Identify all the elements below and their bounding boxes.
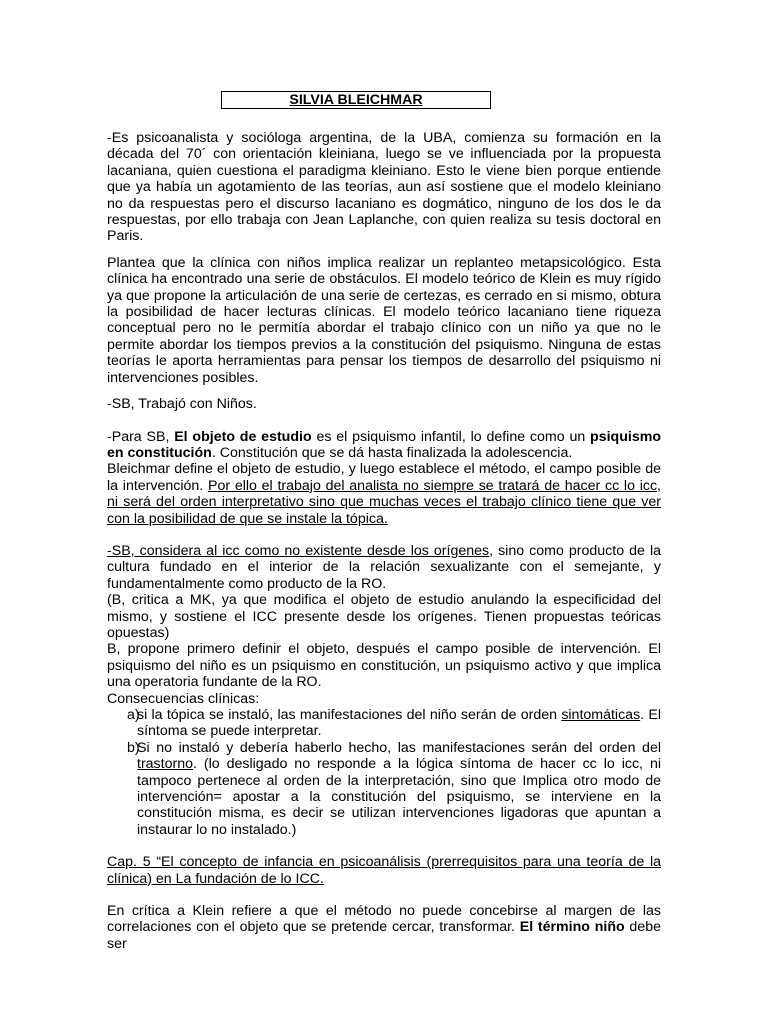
paragraph-ninos: -SB, Trabajó con Niños. [107,396,257,413]
bold-text: psiquismo en constitución [107,428,661,461]
underlined-text: -SB, considera al icc como no existente desde los orígenes [107,542,490,559]
text-run: . El síntoma se puede interpretar. [137,707,661,740]
text-run: si la tópica se instaló, las manifestaciones del niño serán de orden [137,707,562,723]
chapter-heading: Cap. 5 “El concepto de infancia en psicoanálisis (prerrequisitos para una teoría de la clínica) en La fundación de lo ICC. [107,854,661,887]
paragraph-metodo [107,461,661,527]
paragraph-intro: -Es psicoanalista y socióloga argentina, de la UBA, comienza su formación en la década del 70´ con orientación kleiniana, luego se ve influenciada por la propuesta lacaniana, quien cuestiona el paradigma kleiniano. Esto le viene bien porque entiende que ya había un agotamiento de las teorías, aun así sostiene que el modelo kleiniano no da respuestas pero el discurso lacaniano es dogmático, ninguno de los dos le da respuestas, por ello trabaja con Jean Laplanche, con quien realiza su tesis doctoral en Paris. [107,130,661,245]
paragraph-icc [107,543,661,592]
paragraph-critica-klein [107,903,661,952]
document-body [107,130,661,952]
text-run: , sino como producto de la cultura fundado en el interior de la relación sexualizante con el semejante, y fundamentalmente como producto de la RO. [107,542,662,592]
text-run: . Constitución que se dá hasta finalizada la adolescencia. [211,444,573,461]
underlined-text: Por ello el trabajo del analista no siempre se tratará de hacer cc lo icc, ni será del orden interpretativo sino que muchas veces el trabajo clínico tiene que ver con la posibilidad de que se instale la tópica. [107,477,661,527]
bold-text: El término niño [519,919,625,936]
document-title: SILVIA BLEICHMAR [221,91,491,109]
underlined-text: trastorno [137,756,193,773]
text-run: es el psiquismo infantil, lo define como un [311,428,591,445]
text-run: En crítica a Klein refiere a que el método no puede concebirse al margen de las correlaciones con el objeto que se pretende cercar, transformar. [107,903,661,936]
text-run: -Para SB, [107,428,175,445]
text-run: . (lo desligado no responde a la lógica síntoma de hacer cc lo icc, ni tampoco pertenece al orden de la interpretación, sino que Implica otro modo de intervención= apostar a la constitución del psiquismo, se interviene en la constitución misma, es decir se utilizan intervenciones ligadoras que apuntan a instaurar lo no instalado.) [137,756,661,838]
underlined-text: sintomáticas [561,707,641,723]
list-item [107,740,661,838]
list-marker: b) [127,739,140,756]
paragraph-consecuencias: Consecuencias clínicas: [107,690,260,707]
paragraph-clinica: Plantea que la clínica con niños implica realizar un replanteo metapsicológico. Esta clínica ha encontrado una serie de obstáculos. El modelo teórico de Klein es muy rígido ya que propone la articulación de una serie de certezas, es cerrado en si mismo, obtura la posibilidad de hacer lecturas clínicas. El modelo teórico lacaniano tiene riqueza conceptual pero no le permitía abordar el trabajo clínico con un niño ya que no le permite abordar los tiempos previos a la constitución del psiquismo. Ninguna de estas teorías le aporta herramientas para pensar los tiempos de desarrollo del psiquismo ni intervenciones posibles. [107,254,661,386]
list-marker: a) [127,707,140,723]
paragraph-objeto-estudio [107,429,661,462]
list-item [107,707,661,740]
consequences-list [107,707,661,838]
paragraph-propone: B, propone primero definir el objeto, después el campo posible de intervención. El psiquismo del niño es un psiquismo en constitución, un psiquismo activo y que implica una operatoria fundante de la RO. [107,641,661,691]
text-run: debe ser [107,919,661,952]
text-run: Bleichmar define el objeto de estudio, y luego establece el método, el campo posible de la intervención. [107,461,661,494]
bold-text: El objeto de estudio [174,428,312,445]
paragraph-critica-mk: (B, critica a MK, ya que modifica el objeto de estudio anulando la especificidad del mismo, y sostiene el ICC presente desde los orígenes. Tienen propuestas teóricas opuestas) [107,592,661,641]
text-run: Si no instaló y debería haberlo hecho, las manifestaciones serán del orden del [137,739,661,756]
